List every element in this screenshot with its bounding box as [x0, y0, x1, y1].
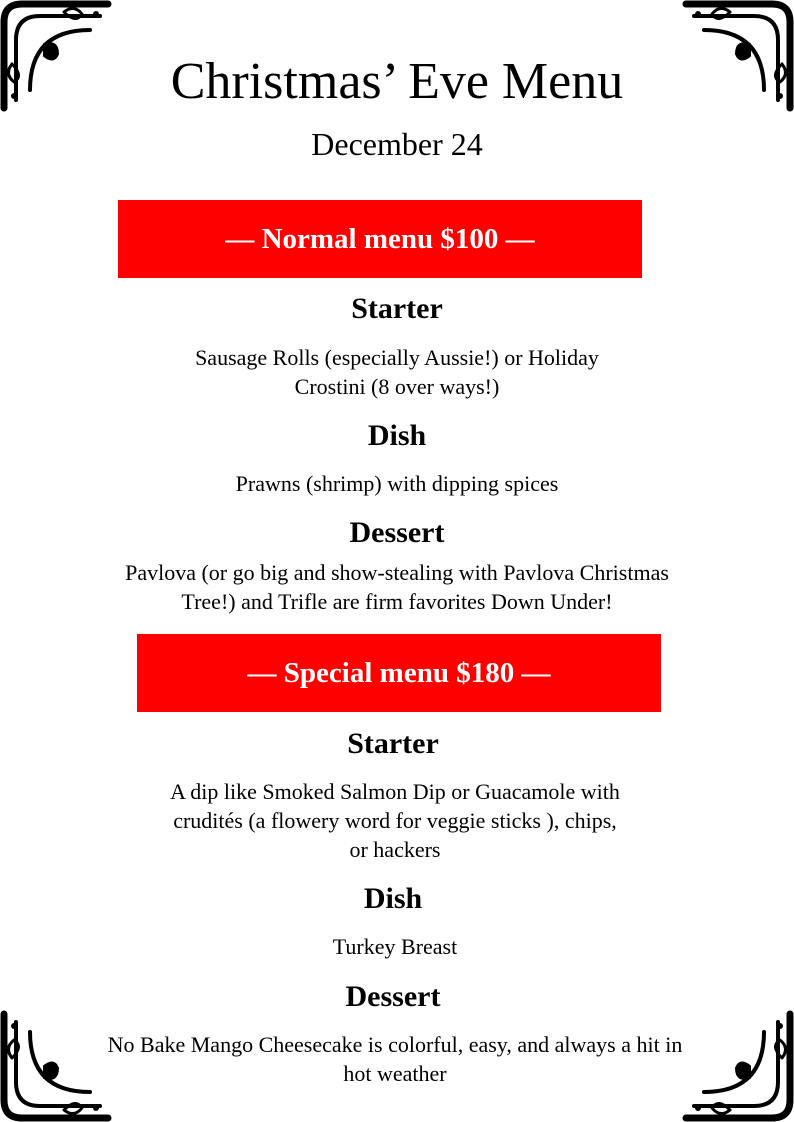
normal-dish-line-1: Prawns (shrimp) with dipping spices	[235, 471, 559, 496]
special-starter-text	[58, 777, 732, 864]
normal-starter-heading: Starter	[351, 292, 443, 325]
special-dessert-heading: Dessert	[345, 980, 441, 1013]
menu-date: December 24	[311, 126, 483, 162]
special-dish-line-1: Turkey Breast	[332, 934, 458, 959]
normal-dessert-heading: Dessert	[349, 516, 445, 549]
normal-dessert-text	[40, 558, 754, 616]
page-title: Christmas’ Eve Menu	[170, 53, 624, 110]
normal-menu-banner: — Normal menu $100 —	[118, 200, 642, 278]
special-starter-line-2: crudités (a flowery word for veggie sticks ), chips,	[173, 808, 617, 833]
normal-starter-line-2: Crostini (8 over ways!)	[294, 374, 500, 399]
normal-starter-text	[60, 343, 734, 401]
special-dessert-text	[58, 1030, 732, 1088]
special-dessert-line-1: No Bake Mango Cheesecake is colorful, easy, and always a hit in	[107, 1032, 683, 1057]
special-dish-heading: Dish	[363, 882, 423, 915]
normal-starter-line-1: Sausage Rolls (especially Aussie!) or Holiday	[195, 345, 599, 370]
special-menu-banner: — Special menu $180 —	[137, 634, 661, 712]
normal-dish-heading: Dish	[367, 419, 427, 452]
special-dessert-line-2: hot weather	[343, 1061, 447, 1086]
special-starter-line-3: or hackers	[349, 837, 441, 862]
normal-dessert-line-1: Pavlova (or go big and show-stealing with Pavlova Christmas	[125, 560, 669, 585]
special-dish-text	[58, 932, 732, 961]
normal-dish-text	[60, 469, 734, 498]
normal-dessert-line-2: Tree!) and Trifle are firm favorites Down Under!	[181, 589, 613, 614]
special-starter-line-1: A dip like Smoked Salmon Dip or Guacamole with	[170, 779, 620, 804]
special-starter-heading: Starter	[347, 727, 439, 760]
